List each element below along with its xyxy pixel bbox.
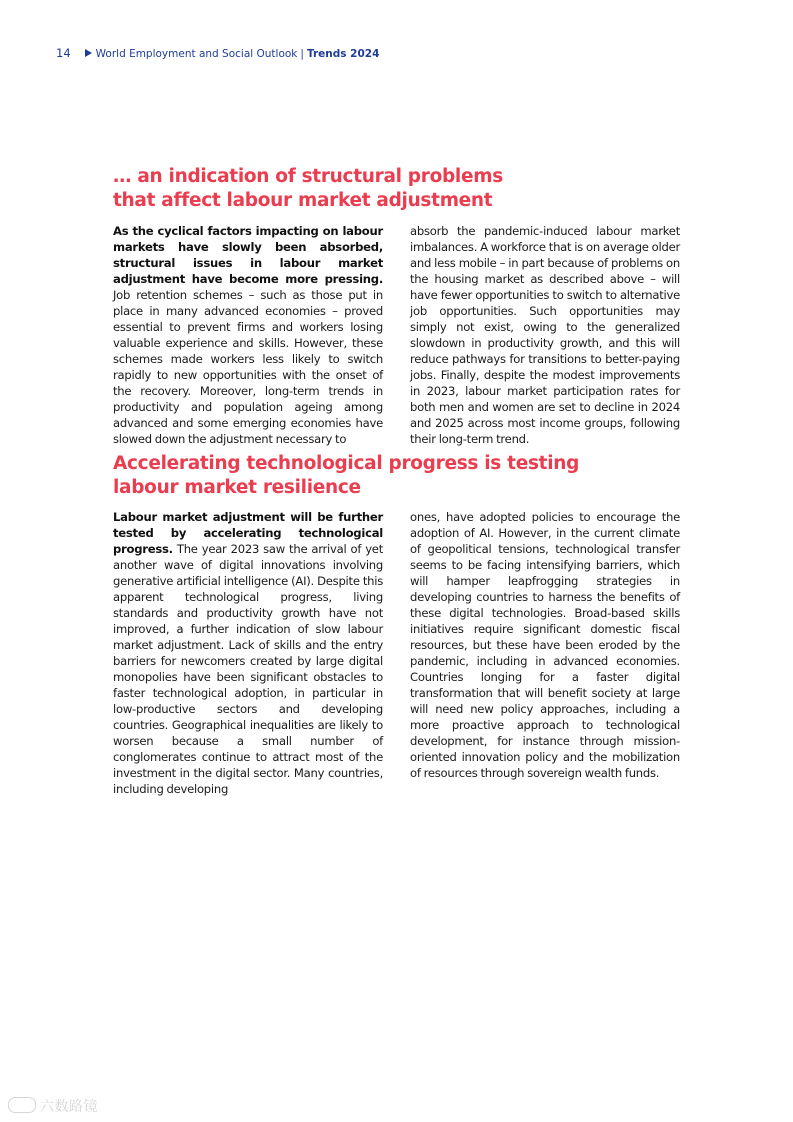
heading-line: Accelerating technological progress is testing	[113, 453, 580, 474]
page-number: 14	[56, 46, 71, 60]
heading-line: labour market resilience	[113, 477, 361, 498]
watermark-text: 六数路镜	[40, 1099, 98, 1115]
header-separator: |	[300, 48, 304, 60]
watermark-logo-icon	[8, 1097, 36, 1113]
lead-sentence: As the cyclical factors impacting on labour markets have slowly been absorbed, structural issues in labour market adjustment have become more pressing.	[113, 224, 383, 286]
running-header	[56, 46, 379, 60]
section1-column-left	[113, 223, 383, 447]
publication-title: World Employment and Social Outlook	[95, 48, 298, 60]
heading-line: that affect labour market adjustment	[113, 190, 493, 211]
triangle-marker-icon	[85, 49, 92, 57]
edition-title: Trends 2024	[306, 48, 380, 60]
section2-column-left	[113, 509, 383, 797]
watermark	[8, 1096, 98, 1116]
section-heading-technological-progress	[113, 452, 713, 500]
body-text: Job retention schemes – such as those put in place in many advanced economies – proved essential to prevent firms and workers losing valuable experience and skills. However, these schemes made workers less likely to switch rapidly to new opportunities with the onset of the recovery. Moreover, long-term trends in productivity and population ageing among advanced and some emerging economies have slowed down the adjustment necessary to	[113, 288, 383, 446]
body-text: ones, have adopted policies to encourage the adoption of AI. However, in the current climate of geopolitical tensions, technological transfer seems to be facing intensifying barriers, which will hamper leapfrogging strategies in developing countries to harness the benefits of these digital technologies. Broad-based skills initiatives require significant domestic fiscal resources, but these have been eroded by the pandemic, including in advanced economies. Countries longing for a faster digital transformation that will benefit society at large will need new policy approaches, including a more proactive approach to technological development, for instance through mission-oriented innovation policy and the mobilization of resources through sovereign wealth funds.	[410, 510, 680, 780]
section1-column-right	[410, 223, 680, 447]
section2-column-right	[410, 509, 680, 781]
section-heading-structural-problems	[113, 165, 713, 213]
body-text: absorb the pandemic-induced labour market imbalances. A workforce that is on average older and less mobile – in part because of problems on the housing market as described above – will have fewer opportunities to switch to alternative job opportunities. Such opportunities may simply not exist, owing to the generalized slowdown in productivity growth, and this will reduce pathways for transitions to better-paying jobs. Finally, despite the modest improvements in 2023, labour market participation rates for both men and women are set to decline in 2024 and 2025 across most income groups, following their long-term trend.	[410, 224, 680, 446]
heading-line: … an indication of structural problems	[113, 166, 503, 187]
body-text: The year 2023 saw the arrival of yet another wave of digital innovations involving generative artificial intelligence (AI). Despite this apparent technological progress, living standards and productivity growth have not improved, a further indication of slow labour market adjustment. Lack of skills and the entry barriers for newcomers created by large digital monopolies have been significant obstacles to faster technological adoption, in particular in low-productive sectors and developing countries. Geographical inequalities are likely to worsen because a small number of conglomerates continue to attract most of the investment in the digital sector. Many countries, including developing	[113, 542, 383, 796]
lead-sentence: Labour market adjustment will be further tested by accelerating technological progress.	[113, 510, 383, 556]
